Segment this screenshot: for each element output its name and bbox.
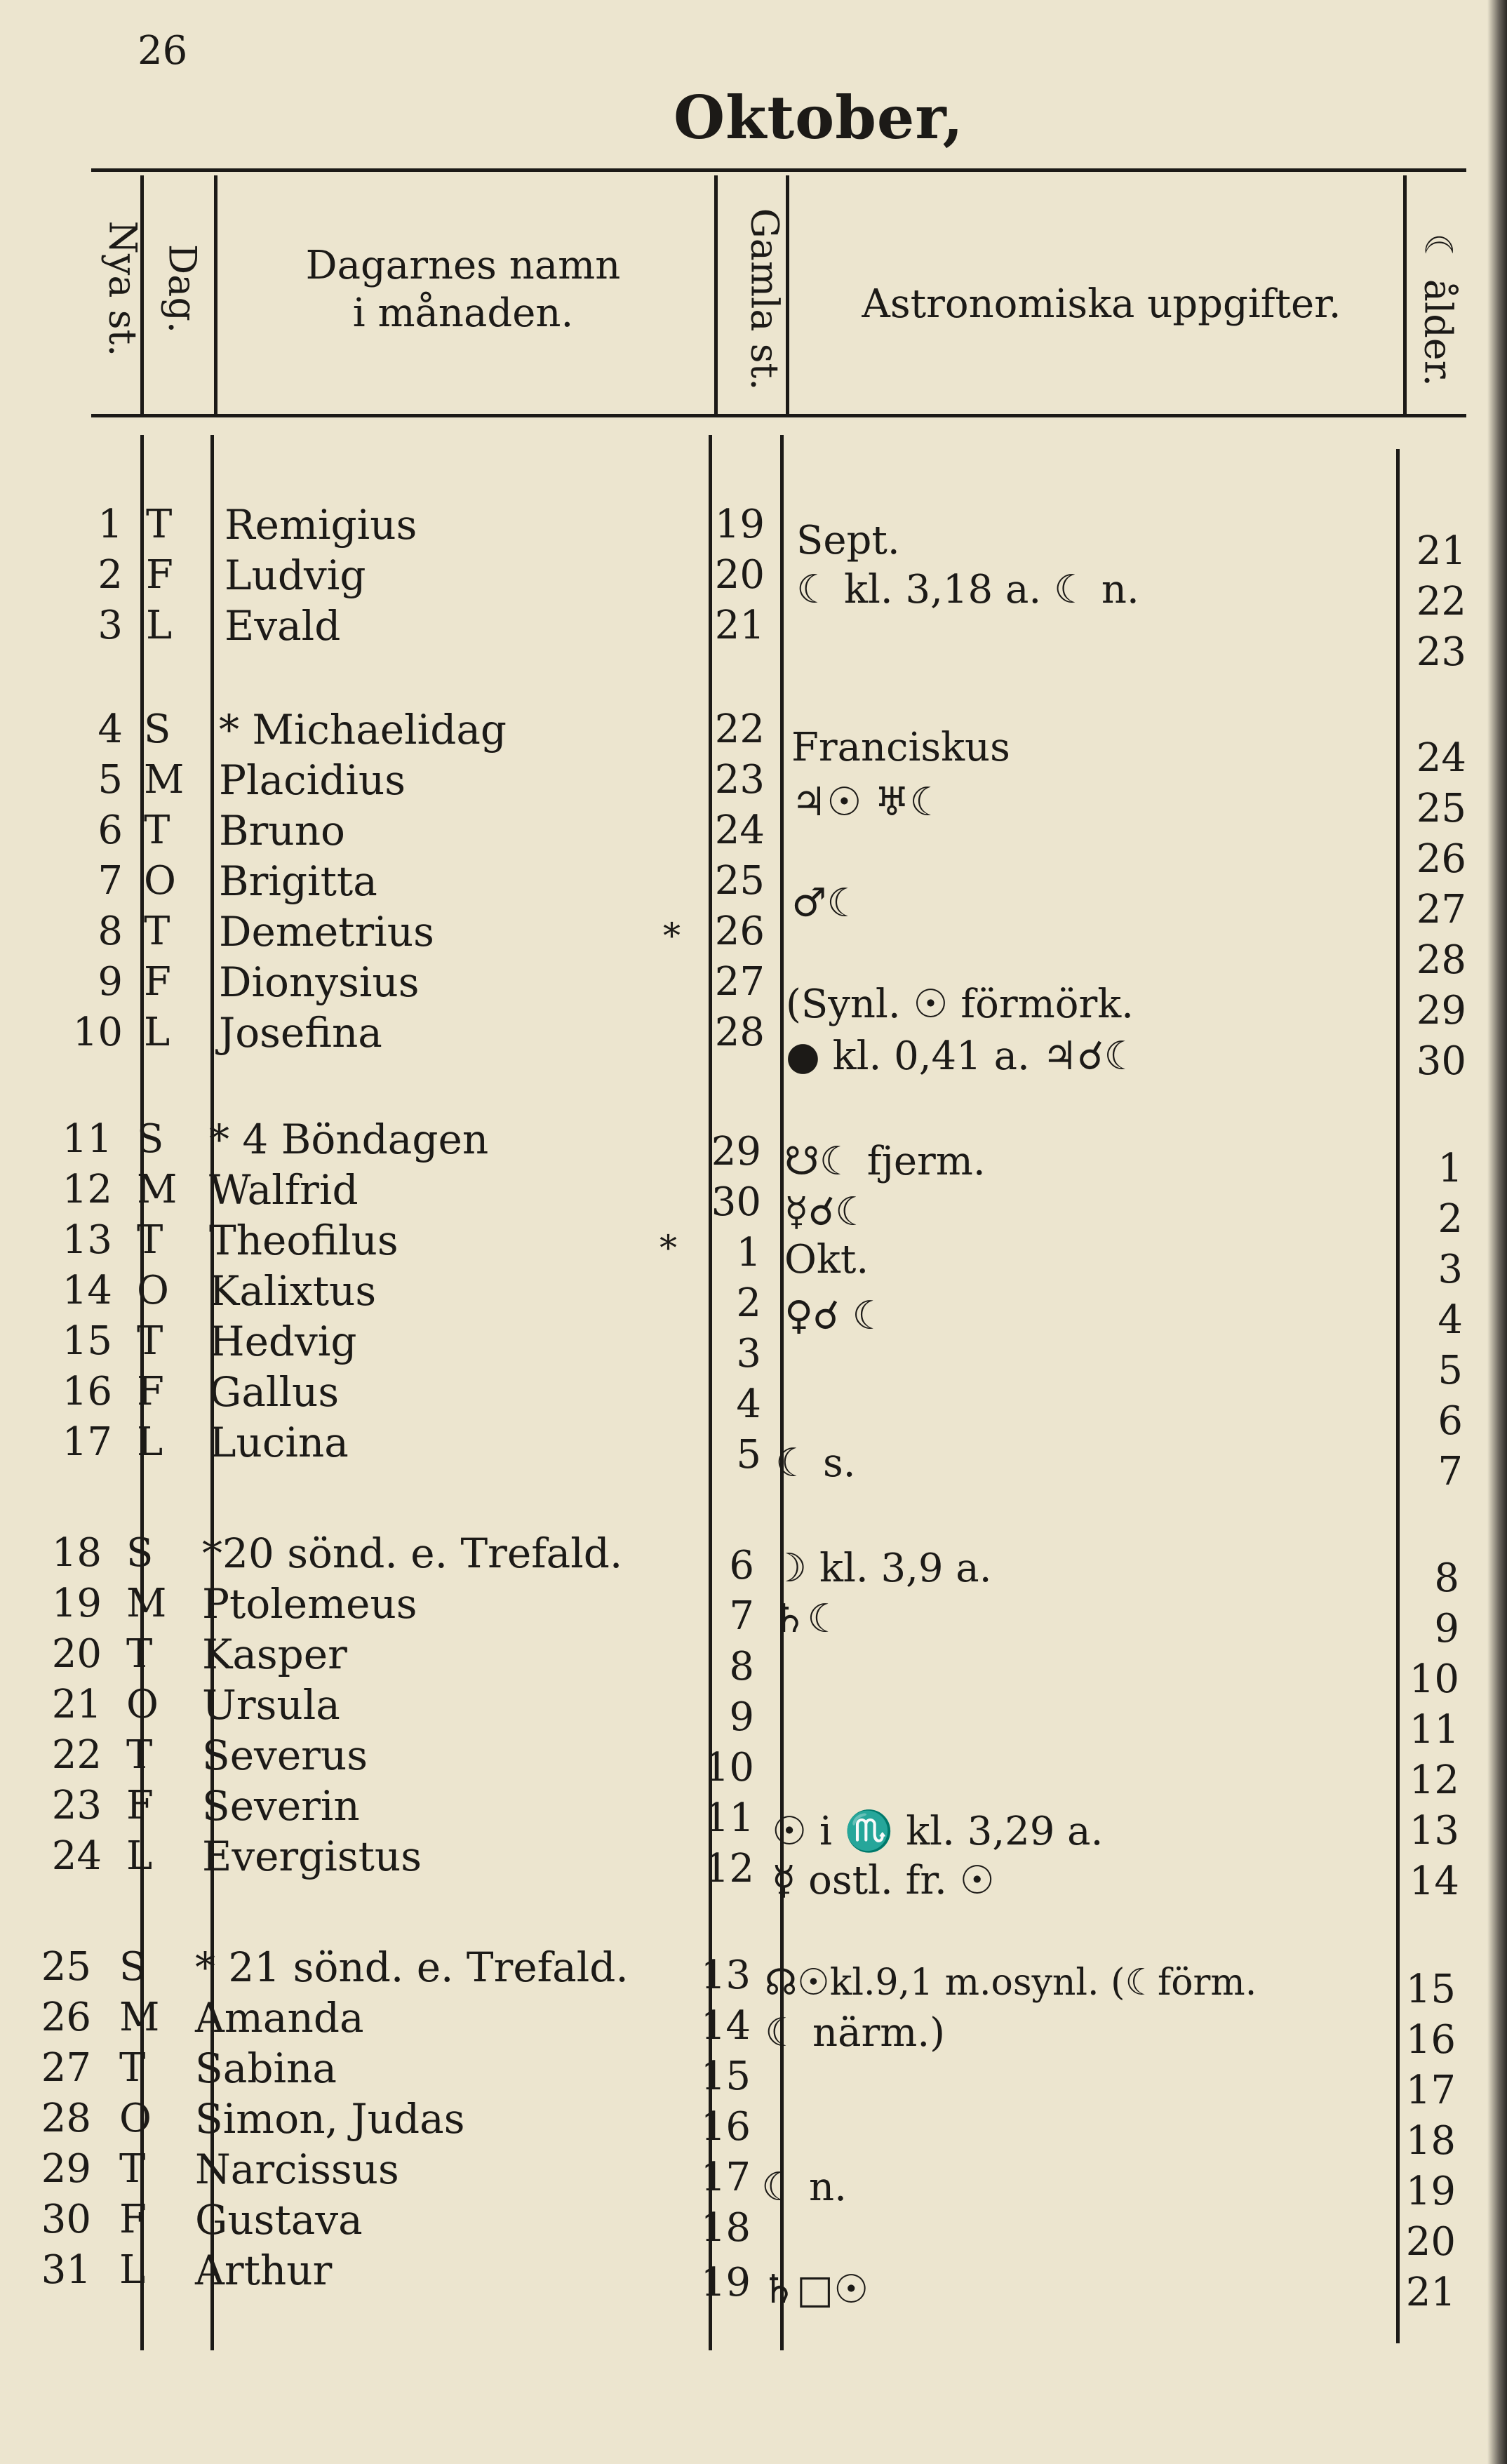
dag-20: T bbox=[126, 1631, 153, 1677]
age-11: 1 bbox=[1438, 1146, 1463, 1191]
gamla-21: 9 bbox=[729, 1694, 754, 1740]
dag-3: L bbox=[146, 603, 173, 648]
nya-14: 14 bbox=[62, 1268, 112, 1313]
name-16: Gallus bbox=[209, 1368, 340, 1416]
gamla-24: 12 bbox=[704, 1846, 754, 1891]
nya-4: 4 bbox=[98, 707, 123, 752]
nya-13: 13 bbox=[62, 1217, 112, 1263]
astro-7: ♂☾ bbox=[791, 881, 862, 926]
gamla-28: 16 bbox=[700, 2104, 751, 2150]
age-26: 16 bbox=[1405, 2017, 1456, 2063]
name-10: Josefina bbox=[219, 1009, 382, 1057]
dag-18: S bbox=[126, 1530, 154, 1576]
dag-25: S bbox=[119, 1944, 147, 1990]
header-dag: Dag. bbox=[160, 243, 205, 334]
header-names-line2: i månaden. bbox=[352, 290, 574, 336]
top-rule bbox=[91, 168, 1466, 172]
divider-5 bbox=[1403, 175, 1407, 414]
age-20: 10 bbox=[1409, 1656, 1459, 1702]
gamla-30: 18 bbox=[700, 2205, 751, 2251]
gamla-4: 22 bbox=[714, 707, 765, 752]
age-22: 12 bbox=[1409, 1757, 1459, 1803]
name-2: Ludvig bbox=[225, 551, 366, 599]
astro-12: ☿☌☾ bbox=[784, 1189, 871, 1235]
astro-26: ☾ närm.) bbox=[765, 2010, 945, 2056]
dag-19: M bbox=[126, 1581, 167, 1626]
gamla-15: 3 bbox=[736, 1331, 761, 1377]
star-marker-1: * bbox=[663, 916, 681, 956]
nya-5: 5 bbox=[98, 757, 123, 803]
gamla-8: 26 bbox=[714, 909, 765, 954]
dag-30: F bbox=[119, 2197, 147, 2242]
age-28: 18 bbox=[1405, 2118, 1456, 2164]
age-23: 13 bbox=[1409, 1808, 1459, 1854]
nya-16: 16 bbox=[62, 1369, 112, 1414]
name-1: Remigius bbox=[225, 501, 417, 549]
dag-31: L bbox=[119, 2247, 146, 2293]
gamla-7: 25 bbox=[714, 858, 765, 904]
gamla-23: 11 bbox=[704, 1795, 754, 1841]
gamla-27: 15 bbox=[700, 2054, 751, 2099]
header-names-line1: Dagarnes namn bbox=[305, 243, 621, 288]
name-17: Lucina bbox=[209, 1419, 349, 1466]
dag-21: O bbox=[126, 1682, 159, 1727]
nya-23: 23 bbox=[51, 1783, 102, 1828]
astro-5: ♃☉ ♅☾ bbox=[791, 779, 945, 825]
astro-9: (Synl. ☉ förmörk. bbox=[786, 982, 1134, 1027]
gamla-16: 4 bbox=[736, 1381, 761, 1427]
name-20: Kasper bbox=[202, 1631, 347, 1678]
astro-19: ♄☾ bbox=[772, 1596, 843, 1642]
name-28: Simon, Judas bbox=[195, 2095, 465, 2143]
page-title: Oktober, bbox=[674, 83, 964, 152]
astro-31: ♄□☉ bbox=[761, 2267, 869, 2312]
nya-17: 17 bbox=[62, 1419, 112, 1465]
name-23: Severin bbox=[202, 1782, 360, 1830]
gamla-22: 10 bbox=[704, 1745, 754, 1790]
age-19: 9 bbox=[1434, 1606, 1459, 1652]
dag-10: L bbox=[144, 1010, 170, 1055]
age-10: 30 bbox=[1416, 1038, 1466, 1084]
body-divider-4 bbox=[780, 435, 784, 2350]
name-6: Bruno bbox=[219, 807, 345, 855]
dag-16: F bbox=[137, 1369, 164, 1414]
name-4: * Michaelidag bbox=[219, 706, 507, 754]
nya-22: 22 bbox=[51, 1732, 102, 1778]
age-2: 22 bbox=[1416, 579, 1466, 624]
age-9: 29 bbox=[1416, 988, 1466, 1033]
gamla-12: 30 bbox=[711, 1179, 761, 1225]
gamla-5: 23 bbox=[714, 757, 765, 803]
dag-17: L bbox=[137, 1419, 163, 1465]
name-5: Placidius bbox=[219, 756, 406, 804]
gamla-17: 5 bbox=[736, 1432, 761, 1478]
star-marker-2: * bbox=[659, 1228, 677, 1268]
dag-9: F bbox=[144, 959, 171, 1005]
nya-6: 6 bbox=[98, 808, 123, 853]
dag-29: T bbox=[119, 2146, 146, 2192]
nya-24: 24 bbox=[51, 1833, 102, 1879]
age-6: 26 bbox=[1416, 836, 1466, 882]
page-edge bbox=[1487, 0, 1507, 2464]
astro-13: Okt. bbox=[784, 1237, 869, 1283]
dag-15: T bbox=[137, 1318, 163, 1364]
age-15: 5 bbox=[1438, 1348, 1463, 1393]
header-gamla: Gamla st. bbox=[742, 208, 787, 391]
dag-12: M bbox=[137, 1167, 178, 1212]
name-13: Theofilus bbox=[209, 1217, 398, 1264]
nya-10: 10 bbox=[72, 1010, 123, 1055]
nya-8: 8 bbox=[98, 909, 123, 954]
age-16: 6 bbox=[1438, 1398, 1463, 1444]
age-27: 17 bbox=[1405, 2068, 1456, 2113]
astro-17: ☾ s. bbox=[775, 1440, 856, 1486]
name-18: *20 sönd. e. Trefald. bbox=[202, 1529, 623, 1577]
nya-1: 1 bbox=[98, 502, 123, 547]
age-25: 15 bbox=[1405, 1967, 1456, 2012]
gamla-31: 19 bbox=[700, 2260, 751, 2305]
name-19: Ptolemeus bbox=[202, 1580, 417, 1628]
age-5: 25 bbox=[1416, 786, 1466, 831]
nya-28: 28 bbox=[41, 2096, 91, 2141]
name-24: Evergistus bbox=[202, 1833, 422, 1880]
dag-11: S bbox=[137, 1116, 164, 1162]
header-nya: Nya st. bbox=[100, 220, 145, 357]
astro-1: Sept. bbox=[796, 518, 900, 563]
dag-27: T bbox=[119, 2045, 146, 2091]
name-31: Arthur bbox=[195, 2247, 333, 2294]
gamla-6: 24 bbox=[714, 808, 765, 853]
nya-25: 25 bbox=[41, 1944, 91, 1990]
age-31: 21 bbox=[1405, 2270, 1456, 2315]
gamla-1: 19 bbox=[714, 502, 765, 547]
gamla-3: 21 bbox=[714, 603, 765, 648]
astro-14: ♀☌ ☾ bbox=[784, 1293, 888, 1339]
astro-2: ☾ kl. 3,18 a. ☾ n. bbox=[796, 567, 1139, 612]
name-14: Kalixtus bbox=[209, 1267, 377, 1315]
age-12: 2 bbox=[1438, 1196, 1463, 1242]
gamla-10: 28 bbox=[714, 1010, 765, 1055]
age-14: 4 bbox=[1438, 1297, 1463, 1343]
astro-10: ● kl. 0,41 a. ♃☌☾ bbox=[786, 1033, 1139, 1079]
page-number: 26 bbox=[138, 28, 188, 74]
name-11: * 4 Böndagen bbox=[209, 1116, 489, 1163]
nya-3: 3 bbox=[98, 603, 123, 648]
astro-4: Franciskus bbox=[791, 725, 1010, 770]
dag-26: M bbox=[119, 1995, 160, 2040]
age-4: 24 bbox=[1416, 735, 1466, 781]
dag-13: T bbox=[137, 1217, 163, 1263]
nya-26: 26 bbox=[41, 1995, 91, 2040]
nya-20: 20 bbox=[51, 1631, 102, 1677]
gamla-11: 29 bbox=[711, 1129, 761, 1174]
name-15: Hedvig bbox=[209, 1318, 357, 1365]
gamla-20: 8 bbox=[729, 1644, 754, 1689]
header-names bbox=[267, 242, 659, 337]
name-12: Walfrid bbox=[209, 1166, 359, 1214]
name-8: Demetrius bbox=[219, 908, 434, 956]
name-29: Narcissus bbox=[195, 2145, 399, 2193]
age-13: 3 bbox=[1438, 1247, 1463, 1292]
dag-8: T bbox=[144, 909, 170, 954]
gamla-13: 1 bbox=[736, 1230, 761, 1275]
nya-27: 27 bbox=[41, 2045, 91, 2091]
gamla-29: 17 bbox=[700, 2155, 751, 2200]
age-3: 23 bbox=[1416, 629, 1466, 675]
name-22: Severus bbox=[202, 1732, 368, 1779]
age-29: 19 bbox=[1405, 2169, 1456, 2214]
dag-5: M bbox=[144, 757, 185, 803]
age-30: 20 bbox=[1405, 2219, 1456, 2265]
gamla-26: 14 bbox=[700, 2003, 751, 2049]
age-1: 21 bbox=[1416, 528, 1466, 574]
dag-1: T bbox=[146, 502, 173, 547]
dag-2: F bbox=[146, 552, 173, 598]
nya-19: 19 bbox=[51, 1581, 102, 1626]
age-17: 7 bbox=[1438, 1449, 1463, 1494]
dag-24: L bbox=[126, 1833, 153, 1879]
age-21: 11 bbox=[1409, 1707, 1459, 1753]
gamla-2: 20 bbox=[714, 552, 765, 598]
dag-14: O bbox=[137, 1268, 169, 1313]
gamla-19: 7 bbox=[729, 1593, 754, 1639]
divider-2 bbox=[214, 175, 217, 414]
nya-7: 7 bbox=[98, 858, 123, 904]
nya-12: 12 bbox=[62, 1167, 112, 1212]
dag-4: S bbox=[144, 707, 171, 752]
gamla-9: 27 bbox=[714, 959, 765, 1005]
nya-2: 2 bbox=[98, 552, 123, 598]
dag-22: T bbox=[126, 1732, 153, 1778]
dag-23: F bbox=[126, 1783, 154, 1828]
name-26: Amanda bbox=[195, 1994, 364, 2042]
astro-11: ☋☾ fjerm. bbox=[784, 1139, 986, 1184]
name-21: Ursula bbox=[202, 1681, 340, 1729]
name-30: Gustava bbox=[195, 2196, 363, 2244]
name-9: Dionysius bbox=[219, 958, 420, 1006]
age-24: 14 bbox=[1409, 1859, 1459, 1904]
dag-6: T bbox=[144, 808, 170, 853]
nya-30: 30 bbox=[41, 2197, 91, 2242]
age-8: 28 bbox=[1416, 937, 1466, 983]
nya-31: 31 bbox=[41, 2247, 91, 2293]
header-astro: Astronomiska uppgifter. bbox=[862, 281, 1341, 327]
name-7: Brigitta bbox=[219, 857, 377, 905]
dag-28: O bbox=[119, 2096, 152, 2141]
nya-15: 15 bbox=[62, 1318, 112, 1364]
name-27: Sabina bbox=[195, 2044, 337, 2092]
name-3: Evald bbox=[225, 602, 341, 650]
dag-7: O bbox=[144, 858, 176, 904]
nya-9: 9 bbox=[98, 959, 123, 1005]
header-bottom-rule bbox=[91, 414, 1466, 417]
nya-21: 21 bbox=[51, 1682, 102, 1727]
gamla-25: 13 bbox=[700, 1953, 751, 1998]
header-alder: ☾ ålder. bbox=[1416, 233, 1461, 387]
astro-29: ☾ n. bbox=[761, 2164, 847, 2210]
divider-3 bbox=[714, 175, 718, 414]
astro-25: ☊☉kl.9,1 m.osynl. (☾förm. bbox=[765, 1962, 1257, 2004]
gamla-18: 6 bbox=[729, 1543, 754, 1588]
nya-29: 29 bbox=[41, 2146, 91, 2192]
name-25: * 21 sönd. e. Trefald. bbox=[195, 1943, 629, 1991]
astro-23: ☉ i ♏ kl. 3,29 a. bbox=[772, 1809, 1104, 1854]
nya-18: 18 bbox=[51, 1530, 102, 1576]
astro-24: ☿ ostl. fr. ☉ bbox=[772, 1858, 995, 1903]
astro-18: ☽ kl. 3,9 a. bbox=[772, 1546, 992, 1591]
age-7: 27 bbox=[1416, 887, 1466, 932]
nya-11: 11 bbox=[62, 1116, 112, 1162]
gamla-14: 2 bbox=[736, 1280, 761, 1326]
age-18: 8 bbox=[1434, 1555, 1459, 1601]
